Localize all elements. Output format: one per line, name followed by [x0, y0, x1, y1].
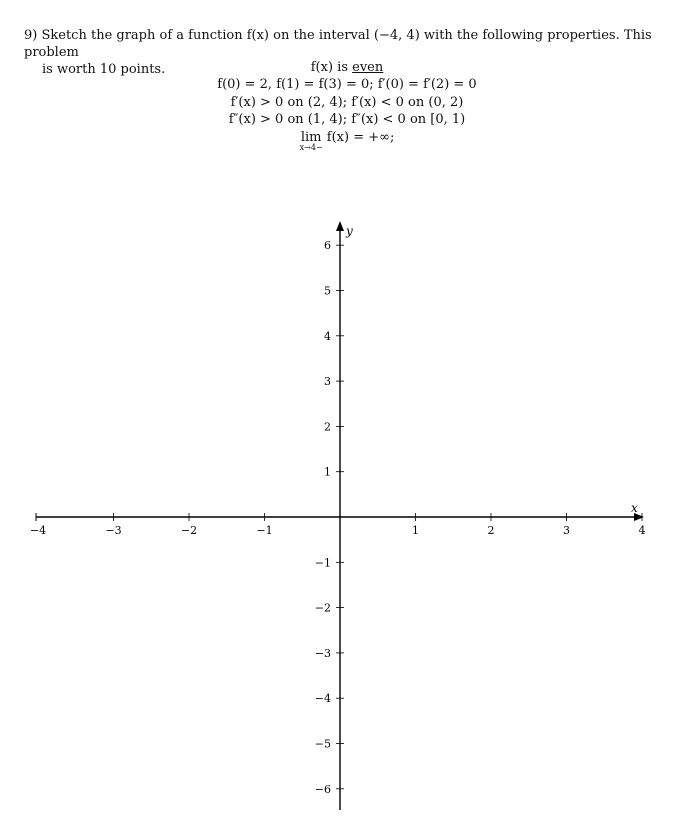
x-tick-label: 1	[412, 524, 419, 537]
x-axis-label: x	[631, 501, 638, 515]
y-tick-label: −1	[314, 556, 331, 570]
property-even-word: even	[352, 60, 384, 75]
x-tick-label: −4	[29, 524, 47, 537]
limit-subscript: x→4−	[299, 143, 323, 153]
x-tick-label: −2	[180, 524, 198, 537]
problem-text-line2: is worth 10 points.	[42, 62, 166, 77]
y-tick-label: 3	[324, 375, 331, 389]
y-axis-arrowhead	[336, 221, 344, 231]
y-tick-label: −4	[314, 692, 331, 706]
property-second-derivative: f″(x) > 0 on (1, 4); f″(x) < 0 on [0, 1)	[228, 112, 466, 128]
axis-lines	[36, 221, 644, 810]
x-tick-label: 3	[563, 524, 570, 537]
y-tick-label: 4	[324, 329, 331, 343]
problem-text-line1: Sketch the graph of a function f(x) on the interval (−4, 4) with the following properties. This problem	[24, 28, 652, 60]
y-tick-label: −2	[314, 601, 331, 615]
x-tick-label: −3	[105, 524, 122, 537]
y-tick-label: 1	[324, 465, 331, 479]
property-even-prefix: f(x) is	[310, 60, 353, 75]
y-tick-label: −6	[314, 782, 331, 796]
y-tick-label: −3	[314, 646, 331, 660]
y-tick-label: 2	[324, 420, 331, 434]
property-first-derivative: f′(x) > 0 on (2, 4); f′(x) < 0 on (0, 2)	[230, 94, 464, 110]
problem-number: 9)	[24, 28, 38, 43]
property-values: f(0) = 2, f(1) = f(3) = 0; f′(0) = f′(2) = 0	[217, 77, 477, 93]
x-tick-label: 2	[487, 524, 495, 537]
y-tick-label: −5	[314, 737, 331, 751]
y-axis-label: y	[346, 224, 353, 238]
limit-rest: f(x) = +∞;	[322, 129, 395, 145]
y-tick-label: 5	[324, 284, 331, 298]
limit-word: lim	[300, 129, 322, 145]
x-tick-label: −1	[256, 524, 273, 537]
y-tick-label: 6	[324, 239, 331, 253]
x-tick-label: 4	[638, 524, 646, 537]
